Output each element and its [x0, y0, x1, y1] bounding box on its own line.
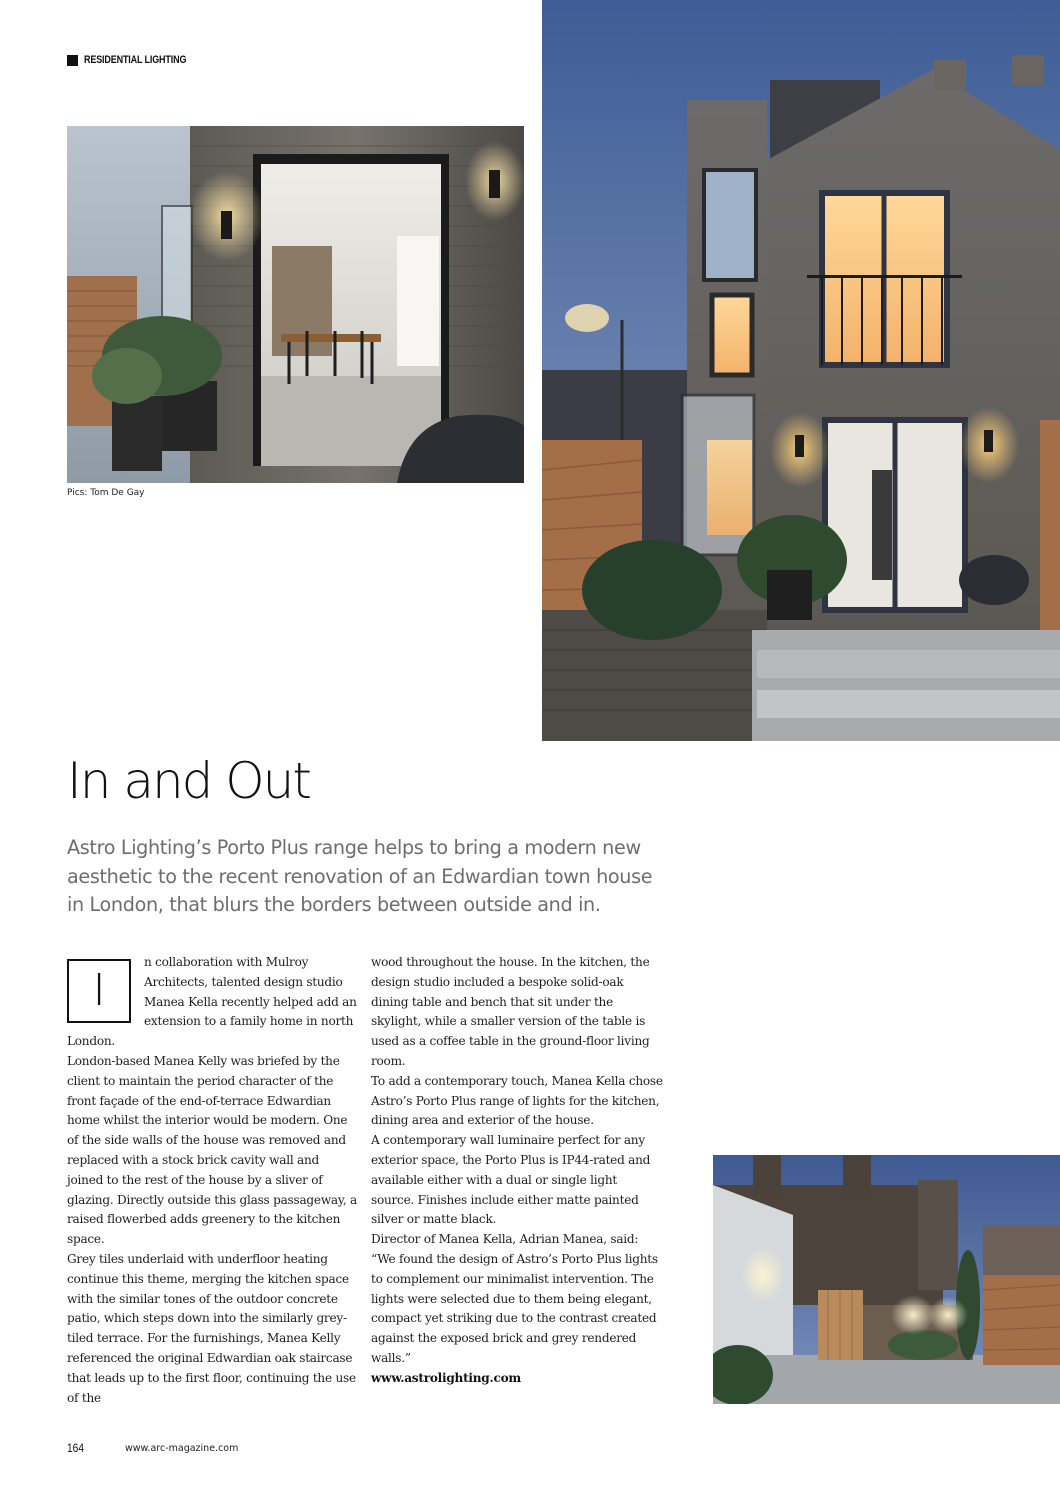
body-paragraph: A contemporary wall luminaire perfect for any exterior space, the Porto Plus is IP44-rated and available either with a dual or single light source. Finishes include either matte painted silver or matte black.	[371, 1133, 651, 1227]
photo-garden	[713, 1155, 1060, 1404]
section-label: RESIDENTIAL LIGHTING	[84, 54, 187, 66]
website-link[interactable]: www.astrolighting.com	[371, 1370, 521, 1385]
page-number: 164	[67, 1441, 85, 1455]
body-paragraph: To add a contemporary touch, Manea Kella chose Astro’s Porto Plus range of lights for the kitchen, dining area and exterior of the house.	[371, 1073, 663, 1128]
section-marker-icon	[67, 55, 78, 66]
body-paragraph: London-based Manea Kelly was briefed by the client to maintain the period character of the front façade of the end-of-terrace Edwardian home whilst the interior would be modern. One of the side walls of the house was removed and replaced with a stock brick cavity wall and joined to the rest of the house by a sliver of glazing. Directly outside this glass passageway, a raised flowerbed adds greenery to the kitchen space.	[67, 1053, 358, 1247]
body-paragraph: wood throughout the house. In the kitchen, the design studio included a bespoke solid-oak dining table and bench that sit under the skylight, while a smaller version of the table is used as a coffee table in the ground-floor living room.	[371, 955, 650, 1068]
photo-facade	[542, 0, 1060, 741]
section-tag	[67, 54, 209, 66]
footer-url[interactable]: www.arc-magazine.com	[125, 1443, 239, 1454]
lead-paragraph: n collaboration with Mulroy Architects, talented design studio Manea Kella recently helped add an extension to a family home in north London.	[67, 955, 357, 1049]
body-column-1	[67, 953, 357, 1408]
body-paragraph: Director of Manea Kella, Adrian Manea, said: “We found the design of Astro’s Porto Plus lights to complement our minimalist intervention. The lights were selected due to them being elegant, compact yet striking due to the contrast created against the exposed brick and grey rendered walls.”	[371, 1232, 658, 1365]
body-paragraph: Grey tiles underlaid with underfloor heating continue this theme, merging the kitchen space with the similar tones of the outdoor concrete patio, which steps down into the similarly grey-tiled terrace. For the furnishings, Manea Kelly referenced the original Edwardian oak staircase that leads up to the first floor, continuing the use of the	[67, 1251, 356, 1405]
photo-credit: Pics: Tom De Gay	[67, 488, 145, 498]
photo-interior	[67, 126, 524, 483]
body-column-2	[371, 953, 663, 1389]
article-title: In and Out	[67, 752, 310, 810]
drop-cap: I	[67, 959, 131, 1023]
article-standfirst: Astro Lighting’s Porto Plus range helps to bring a modern new aesthetic to the recent renovation of an Edwardian town house in London, that blurs the borders between outside and in.	[67, 836, 653, 917]
